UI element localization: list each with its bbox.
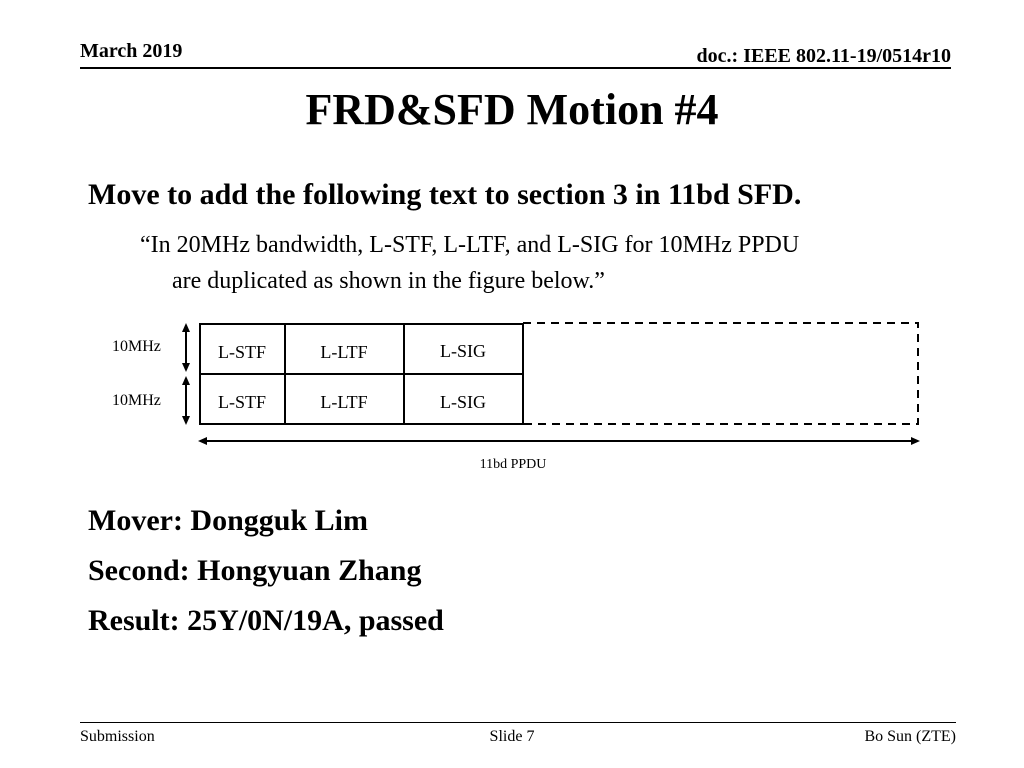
field-row-bottom — [200, 374, 523, 424]
field-label: L-STF — [217, 342, 267, 362]
field-label: L-LTF — [320, 342, 368, 362]
quote-line-1: “In 20MHz bandwidth, L-STF, L-LTF, and L-SIG for 10MHz PPDU — [140, 232, 800, 258]
field-label: L-STF — [217, 392, 267, 412]
field-label: L-SIG — [440, 392, 486, 412]
result-line: Result: 25Y/0N/19A, passed — [88, 604, 444, 637]
ppdu-dashed-outline — [523, 323, 918, 424]
footer-author: Bo Sun (ZTE) — [864, 728, 956, 745]
header-date: March 2019 — [80, 40, 183, 62]
footer-rule — [80, 722, 956, 723]
field-label: L-LTF — [320, 392, 368, 412]
slide-title: FRD&SFD Motion #4 — [305, 85, 719, 134]
footer-slide-number: Slide 7 — [489, 728, 535, 745]
bandwidth-label-bottom: 10MHz — [112, 392, 161, 409]
mover-line: Mover: Dongguk Lim — [88, 504, 368, 537]
second-line: Second: Hongyuan Zhang — [88, 554, 422, 587]
header-doc-id: doc.: IEEE 802.11-19/0514r10 — [696, 45, 951, 67]
motion-text: Move to add the following text to section 3 in 11bd SFD. — [88, 178, 802, 211]
field-row-top — [200, 324, 523, 374]
field-label: L-SIG — [440, 341, 486, 361]
ppdu-label: 11bd PPDU — [479, 457, 547, 472]
quote-line-2: are duplicated as shown in the figure below.” — [172, 268, 605, 294]
footer-submission: Submission — [80, 728, 155, 745]
bandwidth-label-top: 10MHz — [112, 338, 161, 355]
